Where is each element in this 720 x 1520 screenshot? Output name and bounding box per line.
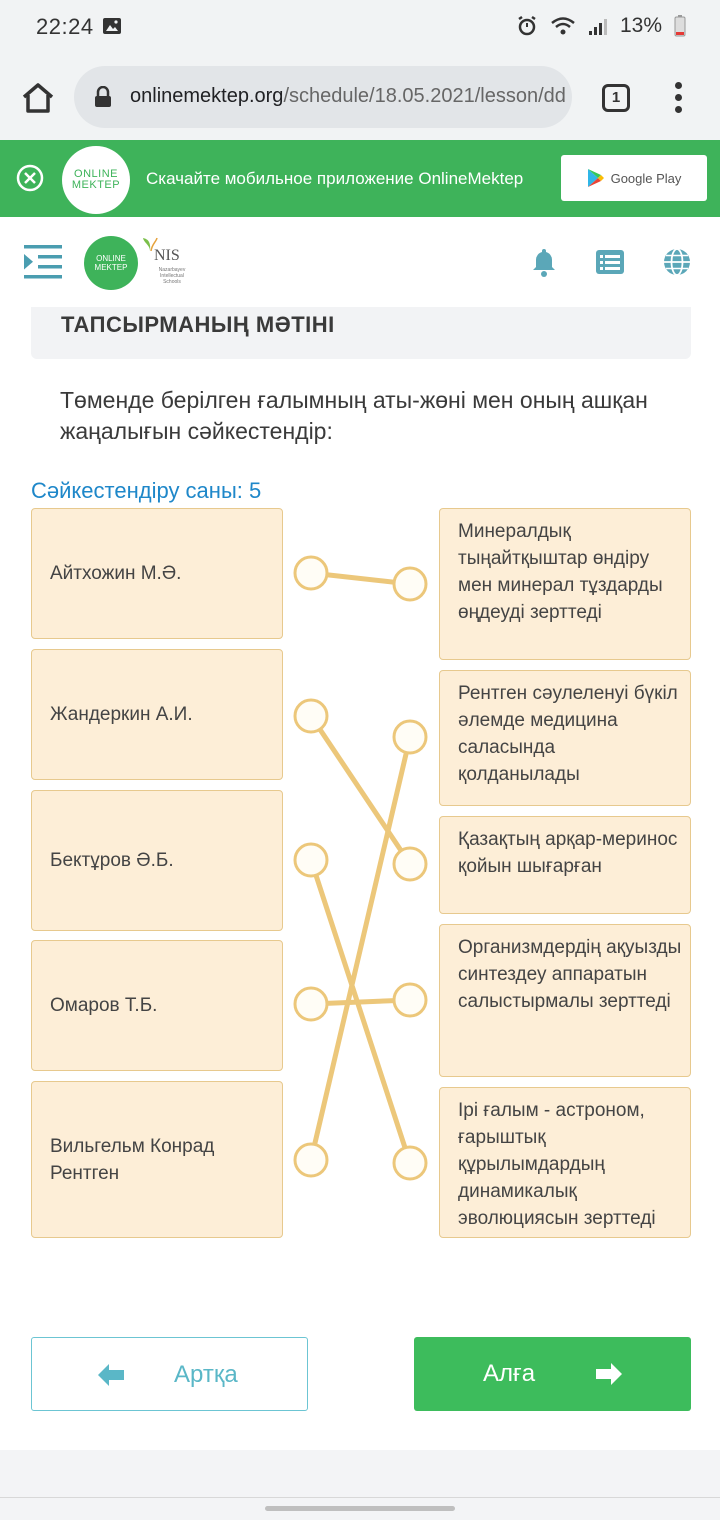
logo-line2: MEKTEP [94, 263, 128, 272]
url-host: onlinemektep.org [130, 85, 284, 107]
battery-icon [674, 15, 686, 37]
alarm-icon [516, 15, 538, 37]
arrow-right-icon [596, 1363, 622, 1385]
status-bar [0, 0, 720, 56]
address-bar[interactable] [74, 66, 572, 128]
nis-logo [142, 237, 202, 293]
left-card-text: Вильгельм Конрад Рентген [50, 1135, 215, 1184]
right-card-text: Организмдердің ақуызды синтездеу аппаратын салыстырмалы зерттеді [458, 937, 682, 1012]
connector-line-1 [311, 573, 410, 584]
connector-line-5 [311, 737, 410, 1160]
left-card-text: Бектұров Ә.Б. [50, 850, 174, 871]
gesture-handle[interactable] [265, 1506, 455, 1511]
logo-line1: ONLINE [96, 254, 126, 263]
google-play-icon [587, 168, 605, 188]
promo-logo-line2: MEKTEP [71, 179, 121, 191]
left-card-2[interactable] [31, 649, 283, 780]
system-navigation-bar [0, 1498, 720, 1520]
app-promo-banner [0, 140, 720, 217]
close-banner-icon[interactable] [16, 164, 44, 192]
right-connector-dot-3[interactable] [394, 848, 426, 880]
left-card-3[interactable] [31, 790, 283, 931]
wifi-icon [550, 16, 576, 36]
google-play-label: Google Play [610, 170, 682, 186]
sidebar-toggle-icon[interactable] [24, 245, 62, 279]
lesson-content [0, 307, 720, 1450]
left-card-text: Жандеркин А.И. [50, 704, 193, 725]
left-connector-dot-4[interactable] [295, 988, 327, 1020]
gallery-icon [102, 17, 122, 35]
connector-line-2 [311, 716, 410, 864]
left-card-text: Омаров Т.Б. [50, 995, 158, 1016]
left-connector-dot-3[interactable] [295, 844, 327, 876]
right-connector-dot-5[interactable] [394, 1147, 426, 1179]
right-connector-dot-1[interactable] [394, 568, 426, 600]
right-card-1[interactable] [439, 508, 691, 660]
task-title: ТАПСЫРМАНЫҢ МӘТІНІ [61, 312, 335, 337]
right-card-4[interactable] [439, 924, 691, 1077]
list-icon[interactable] [595, 247, 625, 277]
promo-logo [62, 146, 130, 214]
next-button[interactable] [414, 1337, 691, 1411]
task-instruction: Төменде берілген ғалымның аты-жөні мен оның ашқан жаңалығын сәйкестендір: [60, 387, 648, 444]
left-card-text: Айтхожин М.Ә. [50, 563, 182, 584]
left-connector-dot-5[interactable] [295, 1144, 327, 1176]
left-card-4[interactable] [31, 940, 283, 1071]
nis-subtitle: Nazarbayev Intellectual Schools [158, 267, 186, 285]
lock-icon [94, 86, 112, 108]
browser-menu-icon[interactable] [672, 82, 684, 116]
arrow-left-icon [98, 1364, 124, 1386]
app-header [0, 217, 720, 307]
url-text [130, 85, 566, 108]
nis-title: NIS [154, 247, 180, 264]
promo-text: Скачайте мобильное приложение OnlineMektep [146, 169, 524, 188]
right-card-text: Рентген сәулеленуі бүкіл әлемде медицина саласында қолданылады [458, 683, 678, 785]
google-play-button[interactable] [561, 155, 707, 201]
connector-line-4 [311, 1000, 410, 1004]
left-connector-dot-2[interactable] [295, 700, 327, 732]
status-indicators [516, 14, 686, 38]
status-time: 22:24 [36, 14, 94, 39]
tab-switcher-button[interactable]: 1 [602, 84, 630, 112]
match-count-label: Сәйкестендіру саны: 5 [31, 478, 262, 503]
task-header [31, 307, 691, 359]
back-button[interactable] [31, 1337, 308, 1411]
left-connector-dot-1[interactable] [295, 557, 327, 589]
left-card-5[interactable] [31, 1081, 283, 1238]
left-card-1[interactable] [31, 508, 283, 639]
right-connector-dot-4[interactable] [394, 984, 426, 1016]
right-card-3[interactable] [439, 816, 691, 914]
right-card-2[interactable] [439, 670, 691, 806]
battery-percent: 13% [619, 14, 662, 37]
language-globe-icon[interactable] [662, 247, 692, 277]
right-card-text: Минералдық тыңайтқыштар өндіру мен минерал тұздарды өңдеуді зерттеді [458, 521, 663, 623]
right-connector-dot-2[interactable] [394, 721, 426, 753]
promo-logo-line1: ONLINE [74, 168, 118, 180]
home-icon[interactable] [20, 80, 56, 116]
right-card-text: Қазақтың арқар-меринос қойын шығарған [458, 829, 678, 877]
back-button-label: Артқа [174, 1361, 238, 1388]
connector-line-3 [311, 860, 410, 1163]
right-card-5[interactable] [439, 1087, 691, 1238]
next-button-label: Алға [483, 1360, 536, 1387]
url-path: /schedule/18.05.2021/lesson/dd [283, 85, 566, 107]
right-card-text: Ірі ғалым - астроном, ғарыштық құрылымдардың динамикалық эволюциясын зерттеді [458, 1100, 656, 1229]
browser-toolbar [0, 56, 720, 140]
signal-icon [588, 16, 608, 36]
onlinemektep-logo[interactable] [84, 236, 138, 290]
notifications-bell-icon[interactable] [529, 247, 559, 277]
